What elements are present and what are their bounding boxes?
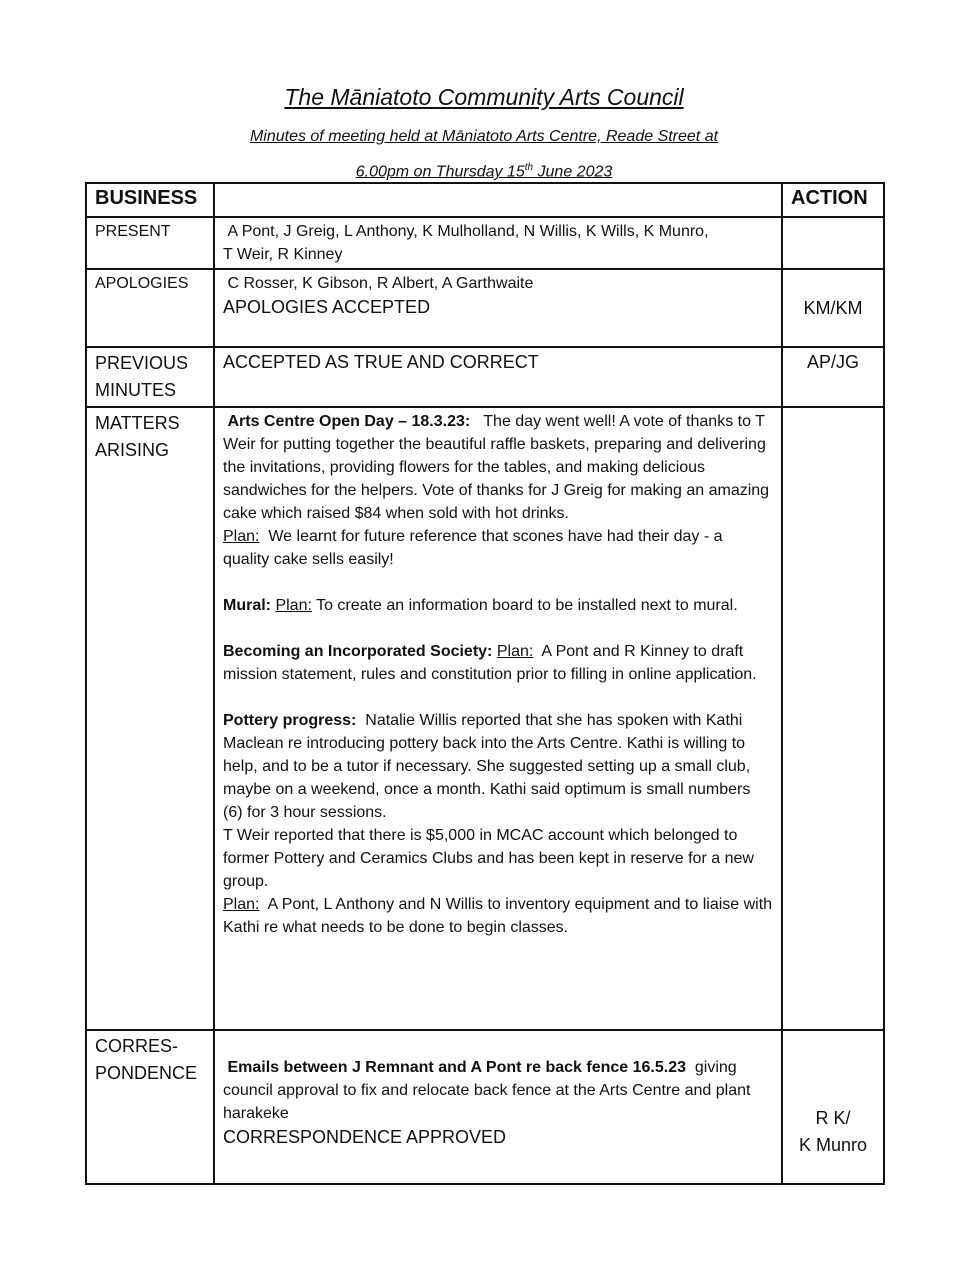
minutes-table: [85, 182, 885, 1185]
society-paragraph: [223, 640, 773, 686]
open-day-plan-paragraph: [223, 525, 773, 571]
plan-label: Plan:: [275, 597, 312, 614]
present-label: PRESENT: [86, 217, 214, 269]
correspondence-label-line2: PONDENCE: [95, 1063, 198, 1083]
open-day-text: The day went well! A vote of thanks to T Weir for putting together the beautiful raffle baskets, preparing and delivering the invitations, providing flowers for the tables, and making delicious sandwiches for the helpers. Vote of thanks for J Greig for making an amazing cake which raised $84 when sold with hot drinks.: [223, 413, 770, 522]
apologies-action-initials: KM/KM: [803, 298, 863, 318]
meeting-date-post: June 2023: [533, 163, 613, 181]
society-heading: Becoming an Incorporated Society:: [223, 643, 493, 660]
correspondence-action-line1: R K/: [815, 1108, 851, 1128]
pottery-plan: A Pont, L Anthony and N Willis to inventory equipment and to liaise with Kathi re what needs to be done to begin classes.: [223, 896, 773, 936]
plan-label: Plan:: [223, 528, 260, 545]
matters-arising-text: [214, 407, 782, 1030]
correspondence-body: giving council approval to fix and relocate back fence at the Arts Centre and plant harakeke: [223, 1059, 751, 1122]
correspondence-label-line1: CORRES-: [95, 1036, 179, 1056]
previous-minutes-row: [86, 347, 884, 407]
pottery-funds-paragraph: T Weir reported that there is $5,000 in MCAC account which belonged to former Pottery and Ceramics Clubs and has been kept in reserve for a new group.: [223, 827, 754, 890]
previous-label-line1: PREVIOUS: [95, 353, 189, 373]
apologies-text: [214, 269, 782, 347]
correspondence-heading: Emails between J Remnant and A Pont re back fence 16.5.23: [227, 1059, 686, 1076]
society-plan: A Pont and R Kinney to draft mission statement, rules and constitution prior to filling in online application.: [223, 643, 757, 683]
correspondence-status: CORRESPONDENCE APPROVED: [223, 1127, 507, 1147]
apologies-names: C Rosser, K Gibson, R Albert, A Garthwaite: [227, 275, 534, 292]
apologies-status: APOLOGIES ACCEPTED: [223, 297, 431, 317]
pottery-plan-paragraph: [223, 893, 773, 939]
business-header: BUSINESS: [86, 183, 214, 217]
mural-paragraph: [223, 594, 773, 617]
open-day-paragraph: [223, 410, 773, 525]
present-names-line2: T Weir, R Kinney: [223, 246, 343, 263]
meeting-subtitle-line1: Minutes of meeting held at Māniatoto Arts Centre, Reade Street at: [249, 128, 719, 145]
meeting-date-ordinal: th: [524, 162, 534, 173]
present-action: [782, 217, 884, 269]
matters-arising-action: [782, 407, 884, 1030]
apologies-label: APOLOGIES: [86, 269, 214, 347]
correspondence-action-line2: K Munro: [798, 1135, 868, 1155]
previous-label-line2: MINUTES: [95, 380, 176, 400]
action-header: ACTION: [782, 183, 884, 217]
plan-label: Plan:: [223, 896, 260, 913]
meeting-date-pre: 6.00pm on Thursday 15: [355, 163, 525, 181]
present-text: [214, 217, 782, 269]
apologies-action: [782, 269, 884, 347]
present-names-line1: A Pont, J Greig, L Anthony, K Mulholland, N Willis, K Wills, K Munro,: [227, 223, 709, 240]
pottery-heading: Pottery progress:: [223, 712, 357, 729]
open-day-plan: We learnt for future reference that scones have had their day - a quality cake sells easily!: [223, 528, 723, 568]
meeting-subtitle-line2: [0, 162, 968, 181]
header-row: [86, 183, 884, 217]
correspondence-paragraph: [223, 1056, 773, 1125]
pottery-paragraph: [223, 709, 773, 824]
pottery-text: Natalie Willis reported that she has spoken with Kathi Maclean re introducing pottery back into the Arts Centre. Kathi is willing to help, and to be a tutor if necessary. She suggested setting up a small club, maybe on a weekend, once a month. Kathi said optimum is small numbers (6) for 3 hour sessions.: [223, 712, 751, 821]
mural-plan: To create an information board to be installed next to mural.: [316, 597, 738, 614]
matters-arising-label: [86, 407, 214, 1030]
matters-arising-row: [86, 407, 884, 1030]
correspondence-text: [214, 1030, 782, 1184]
middle-header: [214, 183, 782, 217]
open-day-heading: Arts Centre Open Day – 18.3.23:: [227, 413, 471, 430]
previous-minutes-label: [86, 347, 214, 407]
previous-minutes-text: ACCEPTED AS TRUE AND CORRECT: [214, 347, 782, 407]
matters-label-line2: ARISING: [95, 440, 170, 460]
correspondence-label: [86, 1030, 214, 1184]
plan-label: Plan:: [496, 643, 534, 660]
present-row: [86, 217, 884, 269]
mural-heading: Mural:: [223, 597, 271, 614]
correspondence-action: [782, 1030, 884, 1184]
apologies-row: [86, 269, 884, 347]
document-title: The Māniatoto Community Arts Council: [284, 84, 684, 110]
correspondence-row: [86, 1030, 884, 1184]
previous-minutes-action: AP/JG: [782, 347, 884, 407]
matters-label-line1: MATTERS: [95, 413, 180, 433]
